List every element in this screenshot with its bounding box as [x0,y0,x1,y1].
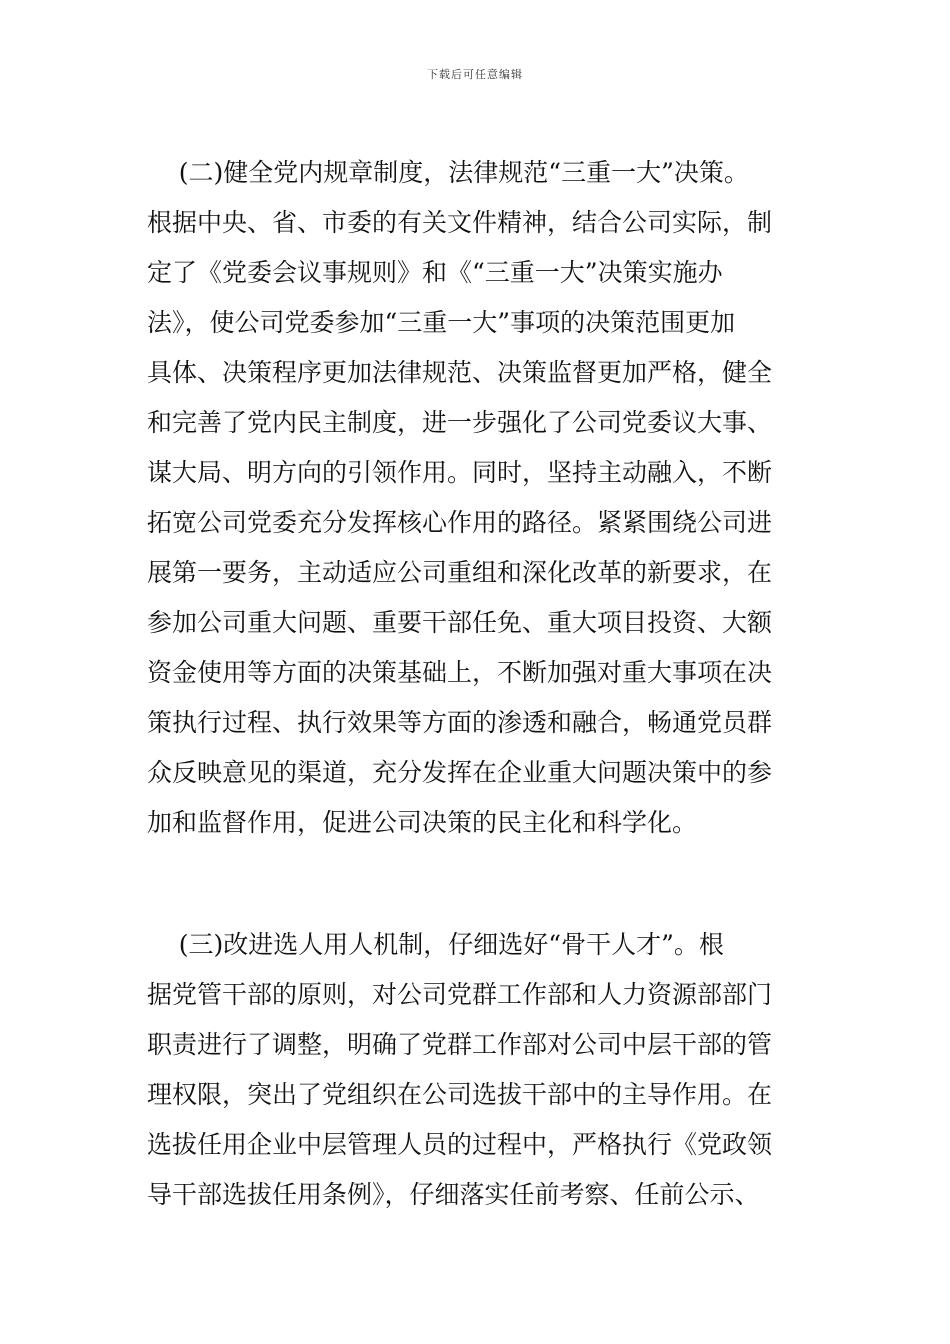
text-line: 据党管干部的原则，对公司党群工作部和人力资源部部门 [147,980,773,1009]
text-line: 具体、决策程序更加法律规范、决策监督更加严格，健全 [147,358,773,387]
paragraph-section-2 [147,148,827,848]
text-line: 参加公司重大问题、重要干部任免、重大项目投资、大额 [147,608,773,637]
text-line: 资金使用等方面的决策基础上，不断加强对重大事项在决 [147,658,773,687]
text-line: 选拔任用企业中层管理人员的过程中，严格执行《党政领 [147,1130,773,1159]
text-line: 定了《党委会议事规则》和《“三重一大”决策实施办 [147,258,723,287]
text-line: (二)健全党内规章制度，法律规范“三重一大”决策。 [147,158,749,187]
text-line: 导干部选拔任用条例》，仔细落实任前考察、任前公示、 [147,1180,760,1209]
text-line: 策执行过程、执行效果等方面的渗透和融合，畅通党员群 [147,708,773,737]
text-line: 加和监督作用，促进公司决策的民主化和科学化。 [147,808,698,837]
paragraph-section-3 [147,920,827,1220]
text-line: 职责进行了调整，明确了党群工作部对公司中层干部的管 [147,1030,773,1059]
text-line: 拓宽公司党委充分发挥核心作用的路径。紧紧围绕公司进 [147,508,773,537]
text-line: 理权限，突出了党组织在公司选拔干部中的主导作用。在 [147,1080,773,1109]
text-line: 展第一要务，主动适应公司重组和深化改革的新要求，在 [147,558,773,587]
text-line: 和完善了党内民主制度，进一步强化了公司党委议大事、 [147,408,773,437]
text-line: 法》，使公司党委参加“三重一大”事项的决策范围更加 [147,308,736,337]
text-line: (三)改进选人用人机制，仔细选好“骨干人才”。根 [147,930,724,959]
header-note: 下载后可任意编辑 [427,68,523,81]
text-line: 谋大局、明方向的引领作用。同时，坚持主动融入，不断 [147,458,773,487]
text-line: 根据中央、省、市委的有关文件精神，结合公司实际，制 [147,208,773,237]
text-line: 众反映意见的渠道，充分发挥在企业重大问题决策中的参 [147,758,773,787]
